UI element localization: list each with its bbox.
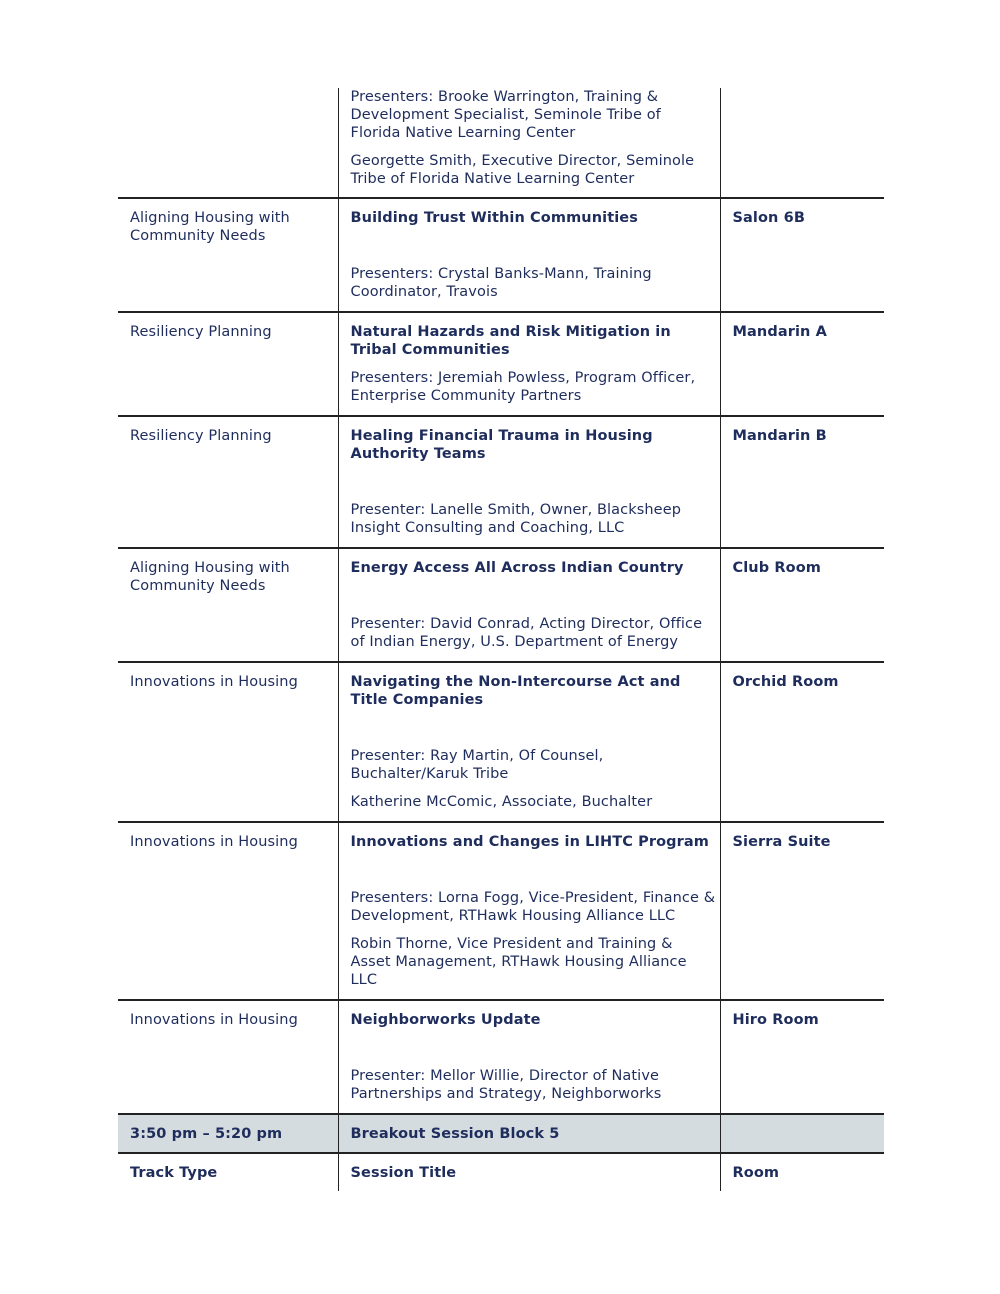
room-cell: Orchid Room xyxy=(720,662,884,822)
block-room xyxy=(720,1114,884,1153)
track-cell xyxy=(118,88,338,198)
session-title: Neighborworks Update xyxy=(350,1012,541,1028)
session-title: Energy Access All Across Indian Country xyxy=(350,560,684,576)
table-row xyxy=(118,198,884,312)
room-cell xyxy=(720,88,884,198)
presenter-text: Katherine McComic, Associate, Buchalter xyxy=(350,794,653,810)
header-room: Room xyxy=(732,1165,780,1181)
table-row xyxy=(118,548,884,662)
presenter-text: Georgette Smith, Executive Director, Seminole Tribe of Florida Native Learning Center xyxy=(350,153,695,187)
track-cell: Resiliency Planning xyxy=(118,312,338,416)
track-cell: Resiliency Planning xyxy=(118,416,338,548)
session-cell xyxy=(338,548,720,662)
session-title: Navigating the Non-Intercourse Act and Title Companies xyxy=(350,674,681,708)
table-row xyxy=(118,662,884,822)
presenter-text: Presenter: Ray Martin, Of Counsel, Buchalter/Karuk Tribe xyxy=(350,748,604,782)
session-cell xyxy=(338,88,720,198)
presenter-text: Robin Thorne, Vice President and Training & Asset Management, RTHawk Housing Alliance LLC xyxy=(350,936,687,988)
session-title: Innovations and Changes in LIHTC Program xyxy=(350,834,709,850)
room-cell: Sierra Suite xyxy=(720,822,884,1000)
header-track-type: Track Type xyxy=(130,1165,218,1181)
session-cell xyxy=(338,822,720,1000)
session-cell xyxy=(338,1000,720,1114)
presenter-text: Presenters: Brooke Warrington, Training & Development Specialist, Seminole Tribe of Florida Native Learning Center xyxy=(350,89,661,141)
table-row xyxy=(118,822,884,1000)
session-cell xyxy=(338,198,720,312)
track-cell: Aligning Housing with Community Needs xyxy=(118,548,338,662)
session-title: Natural Hazards and Risk Mitigation in Tribal Communities xyxy=(350,324,671,358)
session-title: Healing Financial Trauma in Housing Authority Teams xyxy=(350,428,653,462)
room-cell: Salon 6B xyxy=(720,198,884,312)
block-time: 3:50 pm – 5:20 pm xyxy=(118,1114,338,1153)
session-cell xyxy=(338,416,720,548)
room-cell: Mandarin B xyxy=(720,416,884,548)
schedule-table xyxy=(118,88,884,1191)
track-cell: Aligning Housing with Community Needs xyxy=(118,198,338,312)
room-cell: Club Room xyxy=(720,548,884,662)
track-cell: Innovations in Housing xyxy=(118,1000,338,1114)
session-cell xyxy=(338,312,720,416)
table-row-continuation xyxy=(118,88,884,198)
column-header-row xyxy=(118,1153,884,1191)
table-row xyxy=(118,312,884,416)
presenter-text: Presenter: David Conrad, Acting Director, Office of Indian Energy, U.S. Department of Energy xyxy=(350,616,703,650)
room-cell: Hiro Room xyxy=(720,1000,884,1114)
track-cell: Innovations in Housing xyxy=(118,822,338,1000)
table-row xyxy=(118,416,884,548)
header-session-title: Session Title xyxy=(338,1153,720,1191)
room-cell: Mandarin A xyxy=(720,312,884,416)
presenter-text: Presenters: Lorna Fogg, Vice-President, Finance & Development, RTHawk Housing Alliance LLC xyxy=(350,890,716,924)
presenter-text: Presenters: Crystal Banks-Mann, Training Coordinator, Travois xyxy=(350,266,652,300)
track-cell: Innovations in Housing xyxy=(118,662,338,822)
table-row xyxy=(118,1000,884,1114)
block-row xyxy=(118,1114,884,1153)
presenter-text: Presenter: Lanelle Smith, Owner, Blacksheep Insight Consulting and Coaching, LLC xyxy=(350,502,682,536)
session-cell xyxy=(338,662,720,822)
session-title: Building Trust Within Communities xyxy=(350,210,638,226)
block-title: Breakout Session Block 5 xyxy=(338,1114,720,1153)
presenter-text: Presenter: Mellor Willie, Director of Native Partnerships and Strategy, Neighborworks xyxy=(350,1068,662,1102)
presenter-text: Presenters: Jeremiah Powless, Program Officer, Enterprise Community Partners xyxy=(350,370,696,404)
